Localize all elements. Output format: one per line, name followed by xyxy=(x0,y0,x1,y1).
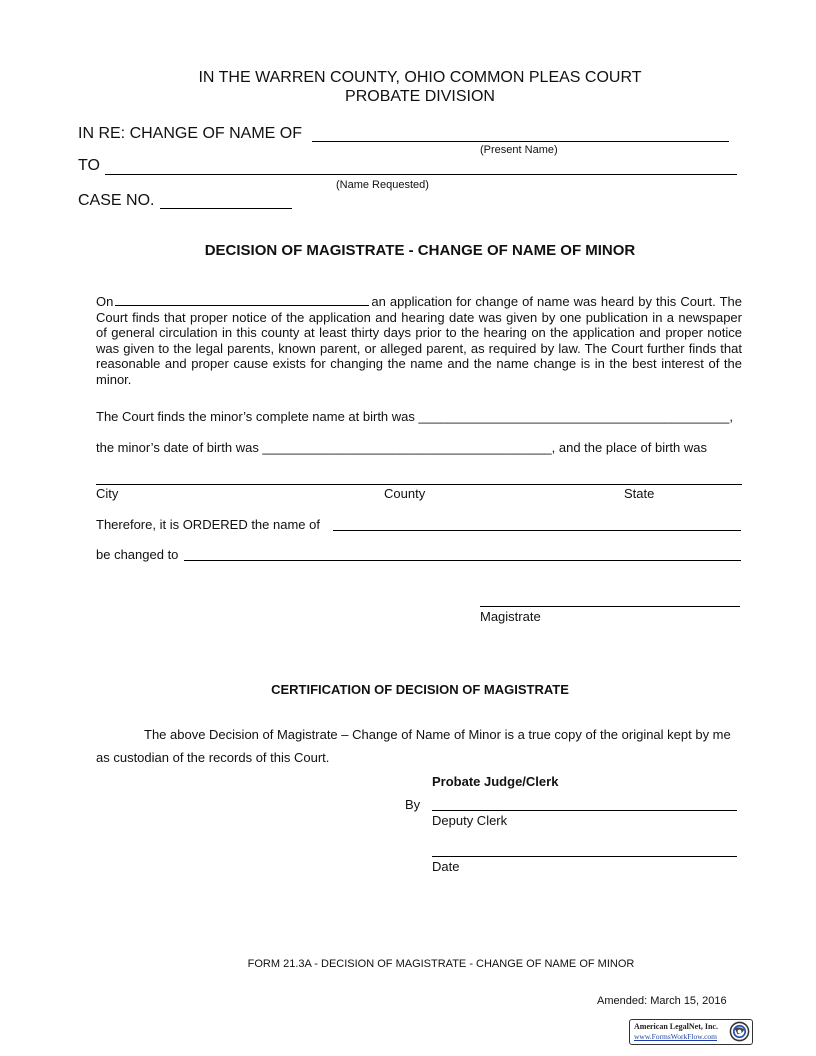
name-at-birth-line: The Court finds the minor’s complete name at birth was ___________________________________________, xyxy=(96,409,733,424)
new-name-field[interactable] xyxy=(184,560,741,561)
by-label: By xyxy=(405,797,421,812)
on-label: On xyxy=(96,294,114,309)
globe-icon xyxy=(729,1021,750,1042)
hearing-date-field[interactable] xyxy=(115,295,369,306)
deputy-clerk-signature-field[interactable] xyxy=(432,810,737,811)
american-legalnet-logo xyxy=(629,1019,753,1045)
amended-date: Amended: March 15, 2016 xyxy=(597,995,727,1007)
division-name: PROBATE DIVISION xyxy=(345,88,495,105)
decision-paragraph-text: an application for change of name was heard by this Court. The Court finds that proper notice of the application and hearing date was given by one publication in a newspaper of general circulation in this county at least thirty days prior to the hearing on the application and proper notice was given to the legal parents, known parent, or alleged parent, as required by law. The Court further finds that reasonable and proper cause exists for changing the name and the name change is in the best interest of the minor. xyxy=(96,294,742,387)
decision-title: DECISION OF MAGISTRATE - CHANGE OF NAME OF MINOR xyxy=(204,242,636,259)
court-name: IN THE WARREN COUNTY, OHIO COMMON PLEAS COURT xyxy=(198,69,642,86)
deputy-clerk-label: Deputy Clerk xyxy=(432,813,508,828)
probate-judge-label: Probate Judge/Clerk xyxy=(432,774,559,789)
certification-title: CERTIFICATION OF DECISION OF MAGISTRATE xyxy=(271,682,569,697)
to-label: TO xyxy=(78,157,100,174)
state-label: State xyxy=(624,486,655,501)
place-of-birth-field[interactable] xyxy=(96,484,742,485)
changed-to-label: be changed to xyxy=(96,547,179,562)
certification-date-field[interactable] xyxy=(432,856,737,857)
county-label: County xyxy=(384,486,426,501)
present-name-hint: (Present Name) xyxy=(480,144,558,156)
logo-company: American LegalNet, Inc. xyxy=(634,1022,718,1031)
magistrate-signature-field[interactable] xyxy=(480,606,740,607)
date-label: Date xyxy=(432,859,460,874)
certification-text: The above Decision of Magistrate – Change of Name of Minor is a true copy of the original kept by me as custodian of the records of this Court. xyxy=(96,727,731,765)
form-number: FORM 21.3A - DECISION OF MAGISTRATE - CHANGE OF NAME OF MINOR xyxy=(247,958,635,970)
in-re-label: IN RE: CHANGE OF NAME OF xyxy=(78,125,303,142)
date-of-birth-line: the minor’s date of birth was ________________________________________, and the place of birth was xyxy=(96,440,708,455)
magistrate-label: Magistrate xyxy=(480,609,541,624)
case-no-label: CASE NO. xyxy=(78,192,155,209)
logo-url: www.FormsWorkFlow.com xyxy=(634,1032,718,1041)
present-name-field[interactable] xyxy=(312,141,729,142)
current-name-field[interactable] xyxy=(333,530,741,531)
name-requested-hint: (Name Requested) xyxy=(336,179,429,191)
city-label: City xyxy=(96,486,119,501)
name-requested-field[interactable] xyxy=(105,174,737,175)
case-no-field[interactable] xyxy=(160,208,292,209)
decision-paragraph xyxy=(96,294,742,388)
ordered-label: Therefore, it is ORDERED the name of xyxy=(96,517,320,532)
